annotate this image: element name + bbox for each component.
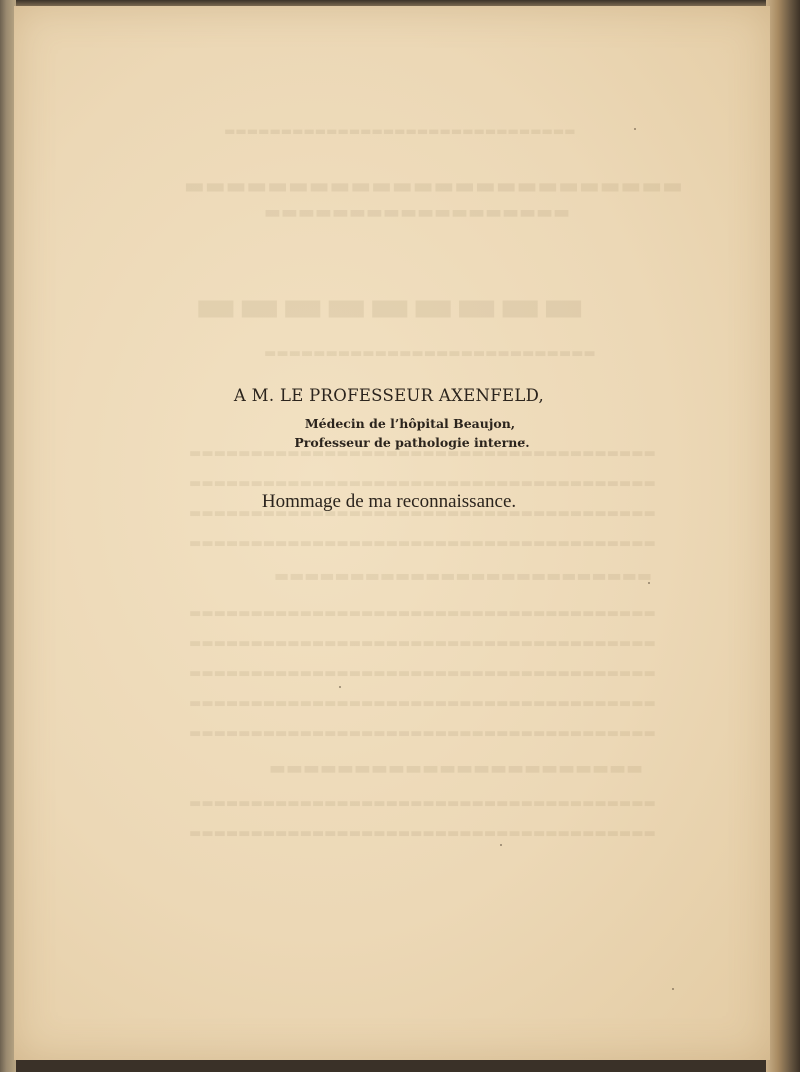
bleed-through-texture: ▬▬▬▬▬▬▬▬▬▬▬▬▬▬▬▬▬▬▬▬▬▬▬▬▬▬▬▬▬▬▬ ▬▬▬▬▬▬▬▬▬▬▬▬▬▬▬▬▬▬▬▬▬▬▬▬ ▬▬▬▬▬▬▬▬▬▬▬▬▬▬▬▬▬▬ ▬▬▬▬▬▬▬▬▬ ▬▬▬▬▬▬▬▬▬▬▬▬▬▬▬▬▬▬▬▬▬▬▬▬▬▬▬ ▬▬▬▬▬▬▬▬▬▬▬▬▬▬▬▬▬▬▬▬▬▬▬▬▬▬▬▬▬▬▬▬▬▬▬▬▬▬ ▬▬▬▬▬▬▬▬▬▬▬▬▬▬▬▬▬▬▬▬▬▬▬▬▬▬▬▬▬▬▬▬▬▬▬▬▬▬ ▬▬▬▬▬▬▬▬▬▬▬▬▬▬▬▬▬▬▬▬▬▬▬▬▬▬▬▬▬▬▬▬▬▬▬▬▬▬ ▬▬▬▬▬▬▬▬▬▬▬▬▬▬▬▬▬▬▬▬▬▬▬▬▬▬▬▬▬▬▬▬▬▬▬▬▬▬ ▬▬▬▬▬▬▬▬▬▬▬▬▬▬▬▬▬▬▬▬▬▬▬▬▬ ▬▬▬▬▬▬▬▬▬▬▬▬▬▬▬▬▬▬▬▬▬▬▬▬▬▬▬▬▬▬▬▬▬▬▬▬▬▬ ▬▬▬▬▬▬▬▬▬▬▬▬▬▬▬▬▬▬▬▬▬▬▬▬▬▬▬▬▬▬▬▬▬▬▬▬▬▬ ▬▬▬▬▬▬▬▬▬▬▬▬▬▬▬▬▬▬▬▬▬▬▬▬▬▬▬▬▬▬▬▬▬▬▬▬▬▬ ▬▬▬▬▬▬▬▬▬▬▬▬▬▬▬▬▬▬▬▬▬▬▬▬▬▬▬▬▬▬▬▬▬▬▬▬▬▬ ▬▬▬▬▬▬▬▬▬▬▬▬▬▬▬▬▬▬▬▬▬▬▬▬▬▬▬▬▬▬▬▬▬▬▬▬▬▬ ▬▬▬▬▬▬▬▬▬▬▬▬▬▬▬▬▬▬▬▬▬▬ ▬▬▬▬▬▬▬▬▬▬▬▬▬▬▬▬▬▬▬▬▬▬▬▬▬▬▬▬▬▬▬▬▬▬▬▬▬▬ ▬▬▬▬▬▬▬▬▬▬▬▬▬▬▬▬▬▬▬▬▬▬▬▬▬▬▬▬▬▬▬▬▬▬▬▬▬▬ bbox=[184, 124, 683, 841]
homage-line: Hommage de ma reconnaissance. bbox=[261, 491, 517, 512]
book-binding-right bbox=[766, 0, 800, 1072]
paper-speck bbox=[500, 844, 502, 846]
dedicatee-title-professor: Professeur de pathologie interne. bbox=[294, 435, 530, 450]
dedication-block bbox=[14, 384, 770, 533]
paper-speck bbox=[648, 582, 650, 584]
dedicatee-name: A M. LE PROFESSEUR AXENFELD, bbox=[233, 386, 545, 405]
paper-page bbox=[14, 6, 770, 1060]
paper-speck bbox=[672, 988, 674, 990]
paper-speck bbox=[339, 686, 341, 688]
paper-speck bbox=[634, 128, 636, 130]
dedicatee-title-hospital: Médecin de l’hôpital Beaujon, bbox=[304, 416, 516, 431]
